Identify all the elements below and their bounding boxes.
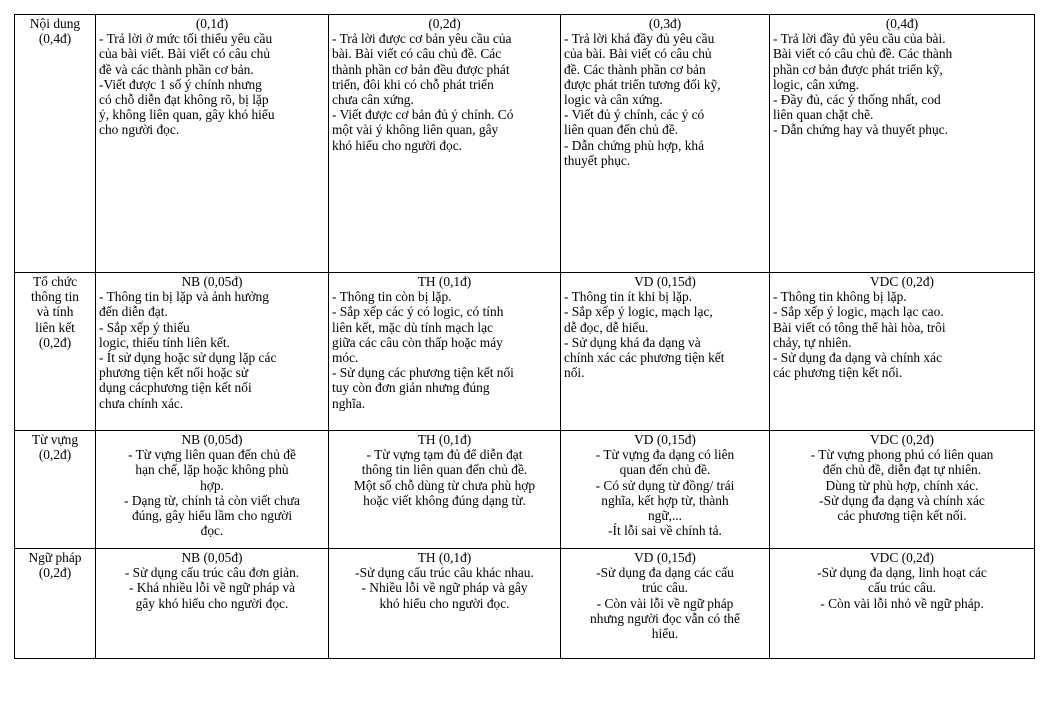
descriptor-line: cho người đọc. <box>99 122 180 138</box>
level-cell <box>329 549 561 659</box>
descriptor-line: - Sử dụng đa dạng và chính xác <box>773 350 943 366</box>
rubric-row-tu-vung <box>15 431 1035 549</box>
descriptor-line: - Sử dụng các phương tiện kết nối <box>332 365 514 381</box>
level-cell <box>561 431 770 549</box>
descriptor-line: được phát triển tương đối kỹ, <box>564 76 721 92</box>
criterion-line: thông tin <box>31 289 79 305</box>
level-cell <box>96 549 329 659</box>
rubric-row-to-chuc <box>15 273 1035 431</box>
level-header: (0,1đ) <box>195 16 229 31</box>
descriptor-line: - Sắp xếp ý logic, mạch lạc, <box>564 304 713 320</box>
descriptor-line: nghĩa. <box>332 395 366 411</box>
descriptor-line: tuy còn đơn giản nhưng đúng <box>332 380 490 396</box>
descriptor-line: - Thông tin bị lặp và ảnh hưởng <box>99 289 269 305</box>
level-cell <box>329 15 561 273</box>
descriptor-line: -Sử dụng đa dạng và chính xác <box>819 492 985 508</box>
level-header: VDC (0,2đ) <box>870 550 934 565</box>
descriptor-line: cấu trúc câu. <box>867 580 937 596</box>
descriptor-line: - Từ vựng phong phú có liên quan <box>810 447 994 463</box>
descriptor-line: logic, cân xứng. <box>773 76 860 92</box>
descriptor-line: -Sử dụng cấu trúc câu khác nhau. <box>355 565 534 581</box>
descriptor-line: - Dạng từ, chính tả còn viết chưa <box>124 492 300 508</box>
descriptor-line: có chỗ diễn đạt không rõ, bị lặp <box>99 92 269 108</box>
level-cell <box>96 15 329 273</box>
descriptor-line: chảy, tự nhiên. <box>773 334 852 350</box>
criterion-line: (0,2đ) <box>38 447 72 463</box>
descriptor-line: chưa chính xác. <box>99 395 184 411</box>
level-header: NB (0,05đ) <box>181 432 243 447</box>
level-cell <box>329 431 561 549</box>
descriptor-line: - Thông tin không bị lặp. <box>773 289 907 305</box>
criterion-cell <box>15 15 96 273</box>
descriptor-line: - Khá nhiều lỗi về ngữ pháp và <box>128 580 296 596</box>
descriptor-line: đến diễn đạt. <box>99 304 168 320</box>
descriptor-line: chính xác các phương tiện kết <box>564 350 725 366</box>
level-cell <box>561 549 770 659</box>
descriptor-line: - Dẫn chứng phù hợp, khá <box>564 137 705 153</box>
descriptor-line: - Còn vài lỗi về ngữ pháp <box>596 595 734 611</box>
descriptor-line: thông tin liên quan đến chủ đề. <box>361 462 528 478</box>
descriptor-line: - Nhiều lỗi về ngữ pháp và gây <box>361 580 528 596</box>
level-header: (0,4đ) <box>885 16 919 31</box>
level-header: TH (0,1đ) <box>417 274 472 289</box>
descriptor-line: - Còn vài lỗi nhỏ về ngữ pháp. <box>820 595 984 611</box>
descriptor-line: - Có sử dụng từ đồng/ trái <box>595 477 735 493</box>
criterion-cell <box>15 549 96 659</box>
descriptor-line: nghĩa, kết hợp từ, thành <box>601 492 729 508</box>
level-header: VDC (0,2đ) <box>870 274 934 289</box>
criterion-line: (0,2đ) <box>38 334 72 350</box>
descriptor-line: đọc. <box>200 523 224 539</box>
criterion-line: Tổ chức <box>32 274 78 289</box>
descriptor-line: đến chủ đề, diễn đạt tự nhiên. <box>822 462 982 478</box>
criterion-line: liên kết <box>35 319 75 335</box>
descriptor-line: - Thông tin ít khi bị lặp. <box>564 289 693 305</box>
level-header: VD (0,15đ) <box>634 550 696 565</box>
descriptor-line: Một số chỗ dùng từ chưa phù hợp <box>353 477 536 493</box>
descriptor-line: liên quan đến chủ đề. <box>564 122 679 138</box>
descriptor-line: liên quan chặt chẽ. <box>773 107 874 123</box>
descriptor-line: dụng cácphương tiện kết nối <box>99 380 252 396</box>
level-cell <box>96 431 329 549</box>
criterion-line: và tính <box>36 304 74 320</box>
descriptor-line: thành phần cơ bản đều được phát <box>332 61 510 77</box>
descriptor-line: - Viết đủ ý chính, các ý có <box>564 107 705 123</box>
level-header: VD (0,15đ) <box>634 432 696 447</box>
descriptor-line: của bài viết. Bài viết có câu chủ <box>99 46 271 62</box>
level-header: NB (0,05đ) <box>181 274 243 289</box>
descriptor-line: - Dẫn chứng hay và thuyết phục. <box>773 122 948 138</box>
level-cell <box>96 273 329 431</box>
descriptor-line: đề và các thành phần cơ bản. <box>99 61 254 77</box>
level-header: VD (0,15đ) <box>634 274 696 289</box>
level-header: (0,3đ) <box>648 16 682 31</box>
descriptor-line: ngữ,... <box>647 508 683 524</box>
descriptor-line: nhưng người đọc vẫn có thể <box>590 610 740 626</box>
descriptor-line: chưa cân xứng. <box>332 92 414 108</box>
descriptor-line: dễ đọc, dễ hiểu. <box>564 319 649 335</box>
descriptor-line: đúng, gây hiểu lầm cho người <box>131 508 293 524</box>
descriptor-line: phương tiện kết nối hoặc sử <box>99 365 249 381</box>
descriptor-line: khó hiểu cho người đọc. <box>332 137 462 153</box>
descriptor-line: Dùng từ phù hợp, chính xác. <box>825 477 979 493</box>
descriptor-line: ý, không liên quan, gây khó hiểu <box>99 107 275 123</box>
descriptor-line: trúc câu. <box>641 580 689 596</box>
descriptor-line: - Đầy đủ, các ý thống nhất, cod <box>773 92 941 108</box>
criterion-line: Từ vựng <box>31 432 79 447</box>
descriptor-line: quan đến chủ đề. <box>619 462 711 478</box>
level-header: TH (0,1đ) <box>417 432 472 447</box>
level-header: NB (0,05đ) <box>181 550 243 565</box>
level-cell <box>770 15 1035 273</box>
descriptor-line: giữa các câu còn thấp hoặc máy <box>332 334 503 350</box>
descriptor-line: - Từ vựng liên quan đến chủ đề <box>128 447 296 463</box>
descriptor-line: -Sử dụng đa dạng các cấu <box>596 565 734 581</box>
descriptor-line: một vài ý không liên quan, gây <box>332 122 499 138</box>
criterion-line: (0,2đ) <box>38 565 72 581</box>
descriptor-line: triển, đôi khi có chỗ phát triển <box>332 76 494 92</box>
level-cell <box>770 273 1035 431</box>
descriptor-line: - Thông tin còn bị lặp. <box>332 289 452 305</box>
descriptor-line: móc. <box>332 350 359 366</box>
criterion-line: (0,4đ) <box>38 31 72 47</box>
descriptor-line: các phương tiện kết nối. <box>837 508 967 524</box>
level-cell <box>561 15 770 273</box>
descriptor-line: - Trả lời ở mức tối thiểu yêu cầu <box>99 31 273 47</box>
descriptor-line: thuyết phục. <box>564 152 631 168</box>
descriptor-line: Bài viết có tông thể hài hòa, trôi <box>773 319 946 335</box>
descriptor-line: nối. <box>564 365 585 381</box>
descriptor-line: Bài viết có câu chủ đề. Các thành <box>773 46 953 62</box>
criterion-cell <box>15 431 96 549</box>
level-cell <box>770 431 1035 549</box>
descriptor-line: các phương tiện kết nối. <box>773 365 903 381</box>
descriptor-line: logic và cân xứng. <box>564 92 663 108</box>
criterion-cell <box>15 273 96 431</box>
level-header: TH (0,1đ) <box>417 550 472 565</box>
descriptor-line: - Sắp xếp các ý có logic, có tính <box>332 304 504 320</box>
descriptor-line: - Trả lời đầy đủ yêu cầu của bài. <box>773 31 946 47</box>
descriptor-line: - Trả lời được cơ bản yêu cầu của <box>332 31 512 47</box>
level-header: (0,2đ) <box>428 16 461 31</box>
rubric-row-ngu-phap <box>15 549 1035 659</box>
descriptor-line: liên kết, mặc dù tính mạch lạc <box>332 319 494 335</box>
level-cell <box>770 549 1035 659</box>
descriptor-line: - Sử dụng khá đa dạng và <box>564 334 701 350</box>
rubric-row-noi-dung <box>15 15 1035 273</box>
criterion-line: Nội dung <box>29 16 81 31</box>
descriptor-line: khó hiểu cho người đọc. <box>379 595 510 611</box>
descriptor-line: hoặc viết không đúng dạng từ. <box>363 492 526 508</box>
descriptor-line: bài. Bài viết có câu chủ đề. Các <box>332 46 502 62</box>
rubric-table <box>14 14 1035 659</box>
descriptor-line: của bài. Bài viết có câu chủ <box>564 46 712 62</box>
descriptor-line: - Sắp xếp ý logic, mạch lạc cao. <box>773 304 944 320</box>
descriptor-line: logic, thiếu tính liên kết. <box>99 334 230 350</box>
descriptor-line: - Trả lời khá đầy đủ yêu cầu <box>564 31 715 47</box>
rubric-body <box>15 15 1035 659</box>
descriptor-line: -Ít lỗi sai về chính tả. <box>608 523 722 539</box>
level-cell <box>329 273 561 431</box>
descriptor-line: - Sử dụng cấu trúc câu đơn giản. <box>124 565 300 581</box>
descriptor-line: - Từ vựng tạm đủ để diễn đạt <box>366 447 523 463</box>
descriptor-line: hạn chế, lặp hoặc không phù <box>135 462 289 478</box>
descriptor-line: - Ít sử dụng hoặc sử dụng lặp các <box>99 350 277 366</box>
descriptor-line: phần cơ bản được phát triển kỹ, <box>773 61 943 77</box>
descriptor-line: -Viết được 1 số ý chính nhưng <box>99 76 262 92</box>
descriptor-line: đề. Các thành phần cơ bản <box>564 61 706 77</box>
descriptor-line: - Từ vựng đa dạng có liên <box>595 447 735 463</box>
descriptor-line: - Sắp xếp ý thiếu <box>99 319 190 335</box>
descriptor-line: -Sử dụng đa dạng, linh hoạt các <box>817 565 987 581</box>
level-header: VDC (0,2đ) <box>870 432 934 447</box>
descriptor-line: gây khó hiểu cho người đọc. <box>135 595 289 611</box>
criterion-line: Ngữ pháp <box>28 550 82 565</box>
descriptor-line: hợp. <box>200 477 224 493</box>
level-cell <box>561 273 770 431</box>
descriptor-line: - Viết được cơ bản đủ ý chính. Có <box>332 107 514 123</box>
descriptor-line: hiểu. <box>651 626 679 642</box>
